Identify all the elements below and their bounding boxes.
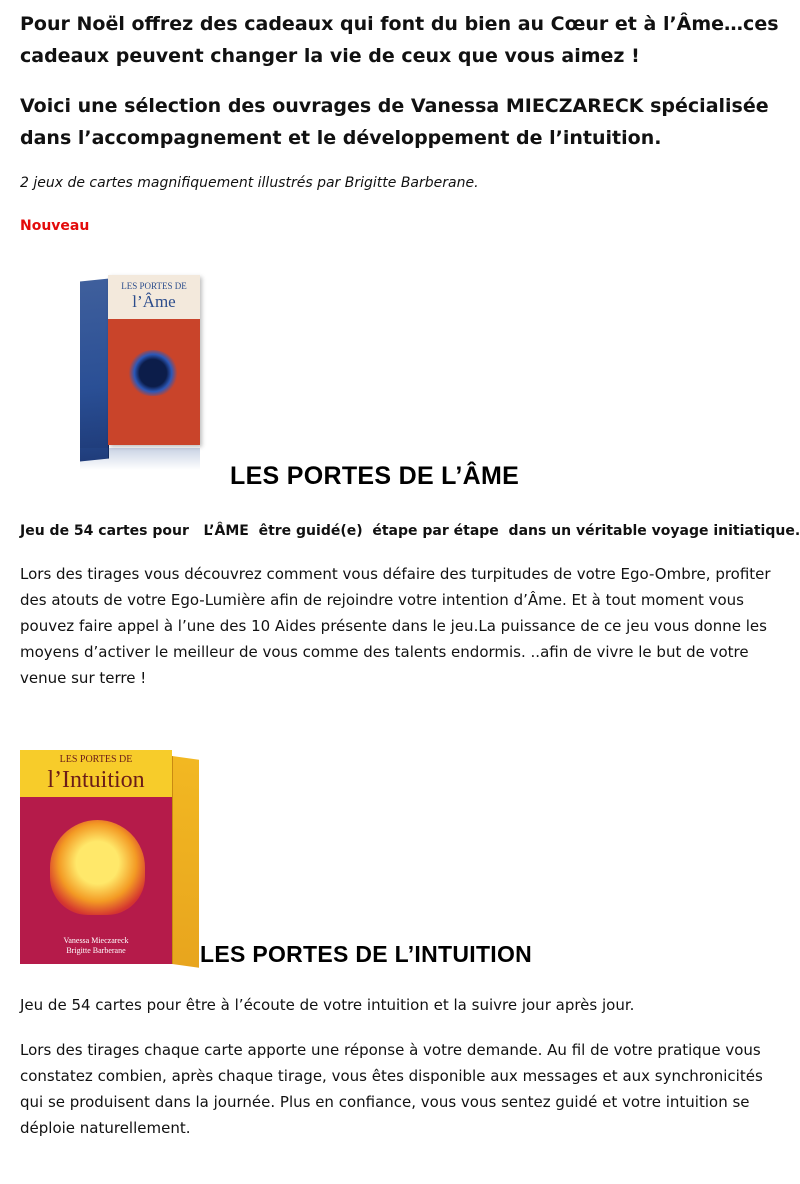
intro-italic: 2 jeux de cartes magnifiquement illustrés par Brigitte Barberane.	[20, 175, 479, 191]
new-label: Nouveau	[20, 218, 90, 234]
product-subtitle-ame: Jeu de 54 cartes pour L’ÂME être guidé(e) étape par étape dans un véritable voyage initiatique.	[20, 523, 800, 539]
box-title-big: l’Intuition	[47, 767, 145, 793]
heart-illustration	[128, 350, 178, 396]
intro-line-2: Voici une sélection des ouvrages de Vanessa MIECZARECK spécialisée dans l’accompagnement et le développement de l’intuition.	[20, 95, 769, 149]
product-description-ame: Lors des tirages vous découvrez comment vous défaire des turpitudes de votre Ego-Ombre, profiter des atouts de votre Ego-Lumière afin de rejoindre votre intention d’Âme. Et à tout moment vous pouvez faire appel à l’une des 10 Aides présente dans le jeu.La puissance de ce jeu vous donne les moyens d’activer le meilleur de vous comme des talents endormis. ..afin de vivre le but de votre venue sur terre !	[20, 565, 771, 687]
box-title-small: LES PORTES DE	[121, 281, 187, 291]
product-image-portes-intuition	[20, 750, 200, 964]
heart-illustration	[50, 820, 145, 915]
product-title-ame: LES PORTES DE L’ÂME	[230, 462, 520, 490]
product-description-intuition: Lors des tirages chaque carte apporte une réponse à votre demande. Au fil de votre pratique vous constatez combien, après chaque tirage, vous êtes disponible aux messages et aux synchronicités qui se produisent dans la journée. Plus en confiance, vous vous sentez guidé et votre intuition se déploie naturellement.	[20, 1041, 763, 1137]
intro-line-1: Pour Noël offrez des cadeaux qui font du bien au Cœur et à l’Âme…ces cadeaux peuvent changer la vie de ceux que vous aimez !	[20, 13, 779, 67]
box-credits: Vanessa Mieczareck Brigitte Barberane	[63, 936, 129, 955]
product-title-intuition: LES PORTES DE L’INTUITION	[200, 941, 533, 967]
product-subtitle-intuition: Jeu de 54 cartes pour être à l’écoute de votre intuition et la suivre jour après jour.	[20, 996, 635, 1014]
box-title-big: l’Âme	[132, 292, 176, 311]
box-title-small: LES PORTES DE	[59, 754, 133, 765]
product-image-portes-ame	[60, 270, 200, 470]
